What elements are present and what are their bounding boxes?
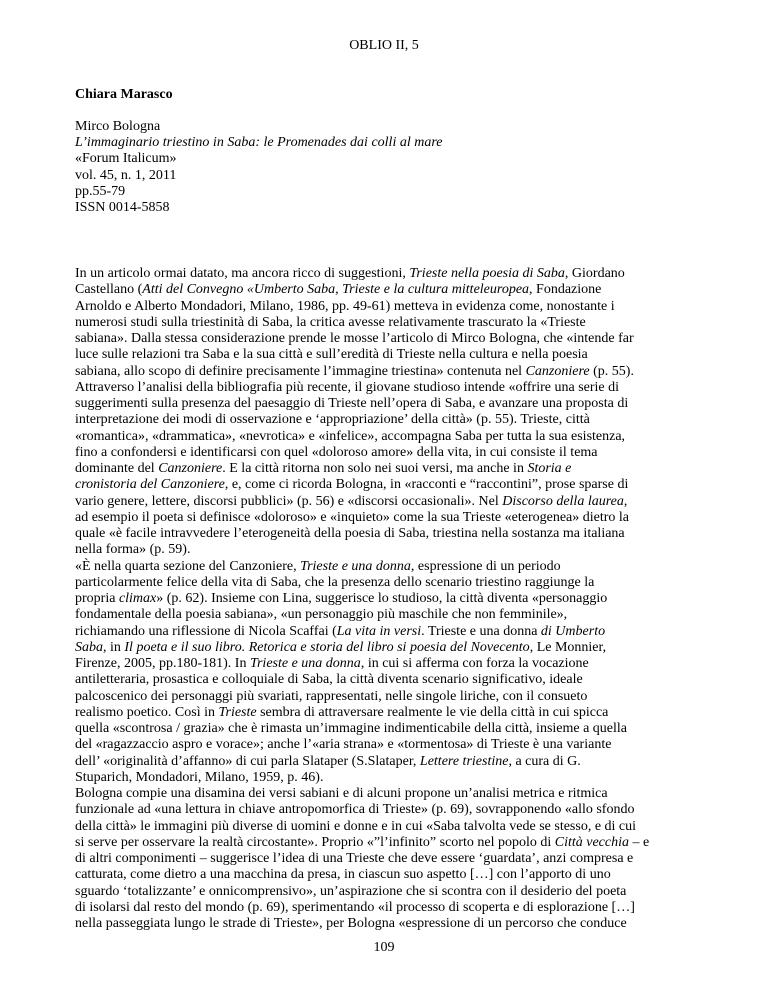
text-span: , Fondazione [529,282,602,298]
body-line [75,851,699,867]
text-span: realismo poetico. Così in [75,704,219,720]
body-line [75,786,699,802]
text-span: , [623,493,628,509]
text-span: nella passeggiata lungo le strade di Trieste», per Bologna «espressione di un percorso che conduce [75,916,627,931]
body-line [75,526,699,542]
body-line [75,559,699,575]
text-span: , Le Monnier, [529,639,607,655]
text-span: quella «scontrosa / grazia» che è rimasta un’immagine indimenticabile della città, insieme a quella [75,721,628,736]
body-line [75,282,699,298]
text-span: catturata, come dietro a una macchina da presa, in ciascun suo aspetto […] con l’apporto di uno [75,867,611,883]
reference-author: Mirco Bologna [75,119,161,134]
body-line [75,867,699,883]
body-line [75,542,699,558]
italic-text: Storia e [527,461,572,476]
text-span: della città» le immagini più diverse di uomini e donne e in cui «Saba talvolta vede se stesso, e di cui [75,818,637,834]
body-line [75,331,699,347]
text-span: , in cui si afferma con forza la vocazione [360,656,589,671]
italic-text: Canzoniere [525,363,590,379]
reference-issn: ISSN 0014-5858 [75,200,170,216]
body-line [75,429,699,445]
text-span: ad esempio il poeta si definisce «doloroso» e «inquieto» come la sua Trieste «eterogenea» dietro la [75,509,630,525]
body-line [75,754,699,770]
text-span: interpretazione dei modi di osservazione e ‘appropriazione’ della città» (p. 55). Trieste, città [75,412,590,428]
text-span: Stuparich, Mondadori, Milano, 1959, p. 46). [75,769,324,785]
body-line [75,266,699,282]
reference-volume: vol. 45, n. 1, 2011 [75,167,177,183]
text-span: In un articolo ormai datato, ma ancora ricco di suggestioni, [75,266,410,281]
body-line [75,591,699,607]
text-span: Firenze, 2005, pp.180-181). In [75,656,250,671]
text-span: (p. 55). [589,363,634,379]
italic-text: climax [118,591,157,606]
body-line [75,364,699,380]
text-span: dell’ «originalità d’affanno» di cui parla Slataper (S.Slataper, [75,753,420,769]
body-line [75,624,699,640]
text-span: si serve per osservare la realtà circostante». Proprio «”l’infinito” scorto nel popolo di [75,834,555,850]
body-line [75,477,699,493]
text-span: propria [75,591,119,606]
text-span: del «ragazzaccio aspro e vorace»; anche l’«aria strana» e «tormentosa» di Trieste è una variante [75,737,612,753]
italic-text: Canzoniere [158,461,223,476]
text-span: nella forma» (p. 59). [75,542,191,558]
text-span: – e [629,834,650,850]
text-span: Castellano ( [75,282,143,298]
italic-text: di Umberto [540,623,606,639]
italic-text: Trieste e una donna [249,656,361,671]
body-line [75,737,699,753]
text-span: , espressione di un periodo [410,558,561,574]
text-span: di isolarsi dal resto del mondo (p. 69), sperimentando «il processo di scoperta e di esplorazione […] [75,899,635,915]
running-header: OBLIO II, 5 [349,38,419,53]
body-line [75,510,699,526]
italic-text: Trieste [218,704,257,720]
text-span: , Giordano [564,266,625,281]
italic-text: Atti del Convegno «Umberto Saba, Trieste e la cultura mitteleuropea [142,282,530,298]
text-span: sembra di attraversare realmente le vie della città in cui spicca [256,704,609,720]
text-span: fondamentale della poesia sabiana», «un personaggio più maschile che non femminile», [75,607,568,623]
text-span: di altri componimenti – suggerisce l’idea di una Trieste che deve essere ‘guardata’, anzi compresa e [75,851,634,866]
body-line [75,835,699,851]
body-line [75,640,699,656]
body-line [75,884,699,900]
body-line [75,380,699,396]
text-span: , e, come ci ricorda Bologna, in «racconti e “raccontini”, prose sparse di [224,477,629,493]
body-line [75,656,699,672]
reference-journal: «Forum Italicum» [75,151,177,167]
body-line [75,396,699,412]
body-line [75,770,699,786]
text-span: , in [103,639,125,655]
body-line [75,445,699,461]
body-line [75,315,699,331]
text-span: , a cura di G. [508,753,581,769]
body-line [75,689,699,705]
text-span: vario genere, lettere, discorsi pubblici» (p. 56) e «discorsi occasionali». Nel [75,493,503,509]
text-span: palcoscenico dei personaggi più svariati, rappresentati, nelle singole liriche, con il consueto [75,688,588,704]
italic-text: Trieste nella poesia di Saba [409,266,565,281]
italic-text: Città vecchia [554,834,629,850]
body-line [75,494,699,510]
text-span: sabiana». Dalla stessa considerazione prende le mosse l’articolo di Mirco Bologna, che «intende far [75,331,634,346]
text-span: » (p. 62). Insieme con Lina, suggerisce lo studioso, la città diventa «personaggio [156,591,608,606]
text-span: Bologna compie una disamina dei versi sabiani e di alcuni propone un’analisi metrica e ritmica [75,786,608,801]
reference-pages: pp.55-79 [75,183,126,199]
text-span: Arnoldo e Alberto Mondadori, Milano, 1986, pp. 49-61) metteva in evidenza come, nonostante i [75,298,615,314]
italic-text: Lettere triestine [419,753,509,769]
body-line [75,607,699,623]
bibliographic-reference [75,119,442,216]
body-line [75,299,699,315]
text-span: numerosi studi sulla triestinità di Saba, la critica avesse relativamente trascurato la «Trieste [75,314,586,330]
text-span: antiletteraria, prosastica e colloquiale di Saba, la città diventa scenario significativo, ideale [75,672,583,688]
italic-text: Trieste e una donna [300,558,411,574]
body-line [75,461,699,477]
text-span: particolarmente felice della vita di Saba, che la presenza dello scenario triestino raggiunge la [75,574,595,590]
text-span: dominante del [75,461,159,476]
text-span: «È nella quarta sezione del Canzoniere, [75,558,301,574]
body-line [75,721,699,737]
text-span: . E la città ritorna non solo nei suoi versi, ma anche in [222,461,528,476]
italic-text: La vita in versi [336,623,422,639]
text-span: . Trieste e una donna [421,623,541,639]
text-span: sabiana, allo scopo di definire precisamente l’immagine triestina» contenuta nel [75,363,526,379]
body-line [75,802,699,818]
italic-text: cronistoria del Canzoniere [75,477,225,493]
review-author: Chiara Marasco [75,87,173,102]
reference-title: L’immaginario triestino in Saba: le Promenades dai colli al mare [75,135,443,151]
text-span: luce sulle relazioni tra Saba e la sua città e sull’eredità di Trieste nella cultura e nella poesia [75,347,588,363]
italic-text: Discorso della laurea [502,493,624,509]
body-line [75,575,699,591]
text-span: sguardo ‘totalizzante’ e onnicomprensivo», un’aspirazione che si scontra con il desiderio del poeta [75,883,627,899]
text-span: suggerimenti sulla presenza del paesaggio di Trieste nell’opera di Saba, e avanzare una proposta di [75,396,629,411]
text-span: «romantica», «drammatica», «nevrotica» e «infelice», accompagna Saba per tutta la sua esistenza, [75,428,626,444]
text-span: quale «è facile intravvedere l’eterogeneità della poesia di Saba, triestina nella sostanza ma italiana [75,526,625,541]
text-span: Attraverso l’analisi della bibliografia più recente, il giovane studioso intende «offrire una serie di [75,379,620,395]
body-line [75,347,699,363]
text-span: funzionale ad «una lettura in chiave antropomorfica di Trieste» (p. 69), sovrapponendo «allo sfondo [75,802,635,818]
body-line [75,900,699,916]
page-number: 109 [373,940,395,955]
body-line [75,412,699,428]
body-line [75,672,699,688]
text-span: fino a confondersi e identificarsi con quel «doloroso amore» della vita, in cui consiste il tema [75,444,598,460]
body-line [75,916,699,932]
italic-text: Saba [75,639,103,655]
body-line [75,705,699,721]
italic-text: Il poeta e il suo libro. Retorica e storia del libro si poesia del Novecento [124,639,530,655]
text-span: richiamando una riflessione di Nicola Scaffai ( [75,623,337,639]
body-line [75,819,699,835]
body-text [75,266,699,932]
